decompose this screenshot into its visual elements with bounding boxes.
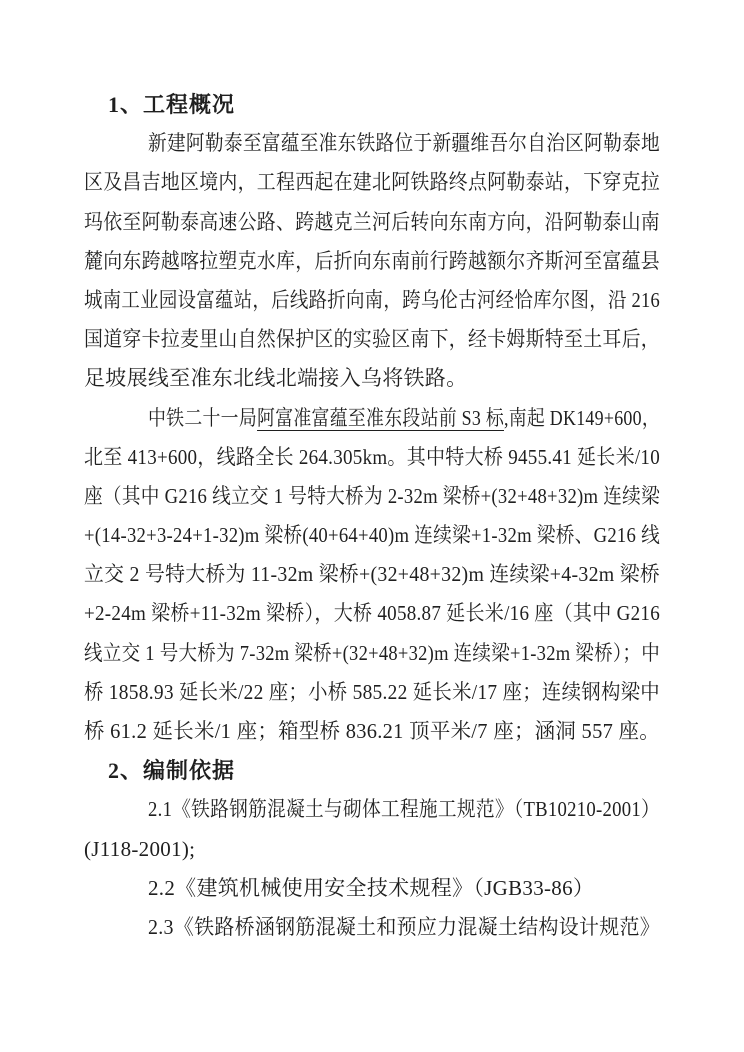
text-segment: 区及昌吉地区境内，工程西起在建北阿铁路终点阿勒泰站，下穿克拉 [84, 170, 660, 195]
text-segment: 2.3《铁路桥涵钢筋混凝土和预应力混凝土结构设计规范》 [148, 914, 660, 939]
text-line [84, 320, 660, 359]
document-content [84, 0, 660, 947]
line-text [84, 163, 660, 202]
text-segment: 北至 413+600，线路全长 264.305km。其中特大桥 9455.41 延长米/10 [84, 444, 660, 469]
text-line [84, 908, 660, 947]
line-text [148, 908, 660, 947]
text-line [84, 399, 660, 438]
text-line [84, 830, 660, 869]
underlined-text: 阿富准富蕴至准东段站前 S3 标 [257, 405, 504, 430]
line-text [84, 203, 660, 242]
text-segment: 座（其中 G216 线立交 1 号特大桥为 2-32m 梁桥+(32+48+32)m 连续梁 [84, 483, 660, 508]
text-segment: 麓向东跨越喀拉塑克水库，后折向东南前行跨越额尔齐斯河至富蕴县 [84, 248, 660, 273]
line-text [84, 634, 660, 673]
line-text [148, 399, 660, 438]
text-segment: (J118-2001); [84, 836, 196, 861]
text-line [84, 163, 660, 202]
line-text [84, 555, 660, 594]
line-text [148, 124, 660, 163]
line-text [84, 477, 660, 516]
text-segment: 线立交 1 号大桥为 7-32m 梁桥+(32+48+32)m 连续梁+1-32m 梁桥）；中 [84, 640, 660, 665]
paragraph [84, 908, 660, 947]
line-text [84, 673, 660, 712]
text-line [84, 712, 660, 751]
text-line [84, 124, 660, 163]
text-line [84, 516, 660, 555]
text-segment: +2-24m 梁桥+11-32m 梁桥），大桥 4058.87 延长米/16 座（其中 G216 [84, 601, 660, 626]
text-segment: 桥 1858.93 延长米/22 座；小桥 585.22 延长米/17 座；连续钢构梁中 [84, 679, 660, 704]
text-segment: 新建阿勒泰至富蕴至准东铁路位于新疆维吾尔自治区阿勒泰地 [148, 131, 660, 156]
text-segment: 桥 61.2 延长米/1 座；箱型桥 836.21 顶平米/7 座；涵洞 557 座。 [84, 719, 660, 743]
text-segment: 2.2《建筑机械使用安全技术规程》（JGB33-86） [148, 875, 595, 900]
text-line [84, 242, 660, 281]
text-line [84, 790, 660, 829]
text-segment: 立交 2 号特大桥为 11-32m 梁桥+(32+48+32)m 连续梁+4-32m 梁桥 [84, 562, 660, 587]
text-segment: 国道穿卡拉麦里山自然保护区的实验区南下，经卡姆斯特至土耳后， [84, 327, 660, 352]
paragraph [84, 869, 660, 908]
text-segment: ,南起 DK149+600， [503, 405, 660, 430]
line-text [84, 594, 660, 633]
line-text [148, 790, 660, 829]
text-segment: 中铁二十一局 [148, 405, 258, 430]
line-text [84, 516, 660, 555]
text-line [84, 594, 660, 633]
text-line [84, 673, 660, 712]
line-text [84, 438, 660, 477]
section-heading: 1、工程概况 [108, 92, 236, 117]
line-text [84, 320, 660, 359]
section-heading: 2、编制依据 [108, 758, 236, 784]
text-line [84, 634, 660, 673]
text-segment: 玛依至阿勒泰高速公路、跨越克兰河后转向东南方向，沿阿勒泰山南 [84, 209, 660, 234]
line-text [84, 830, 195, 869]
line-text [148, 869, 594, 908]
line-text [84, 242, 660, 281]
line-text [84, 281, 660, 320]
text-line [84, 869, 660, 908]
text-line [84, 438, 660, 477]
paragraph [84, 790, 660, 868]
text-segment: 城南工业园设富蕴站，后线路折向南，跨乌伦古河经恰库尔图，沿 216 [84, 287, 660, 312]
line-text [84, 712, 660, 751]
text-segment: +(14-32+3-24+1-32)m 梁桥(40+64+40)m 连续梁+1-32m 梁桥、G216 线 [84, 523, 660, 548]
text-segment: 2.1《铁路钢筋混凝土与砌体工程施工规范》（TB10210-2001） [148, 797, 660, 822]
text-line [84, 281, 660, 320]
paragraph [84, 399, 660, 752]
text-line [84, 359, 660, 398]
paragraph [84, 124, 660, 398]
line-text [84, 359, 467, 398]
text-line [84, 555, 660, 594]
text-line [84, 477, 660, 516]
text-segment: 足坡展线至准东北线北端接入乌将铁路。 [84, 366, 468, 391]
text-line [84, 203, 660, 242]
